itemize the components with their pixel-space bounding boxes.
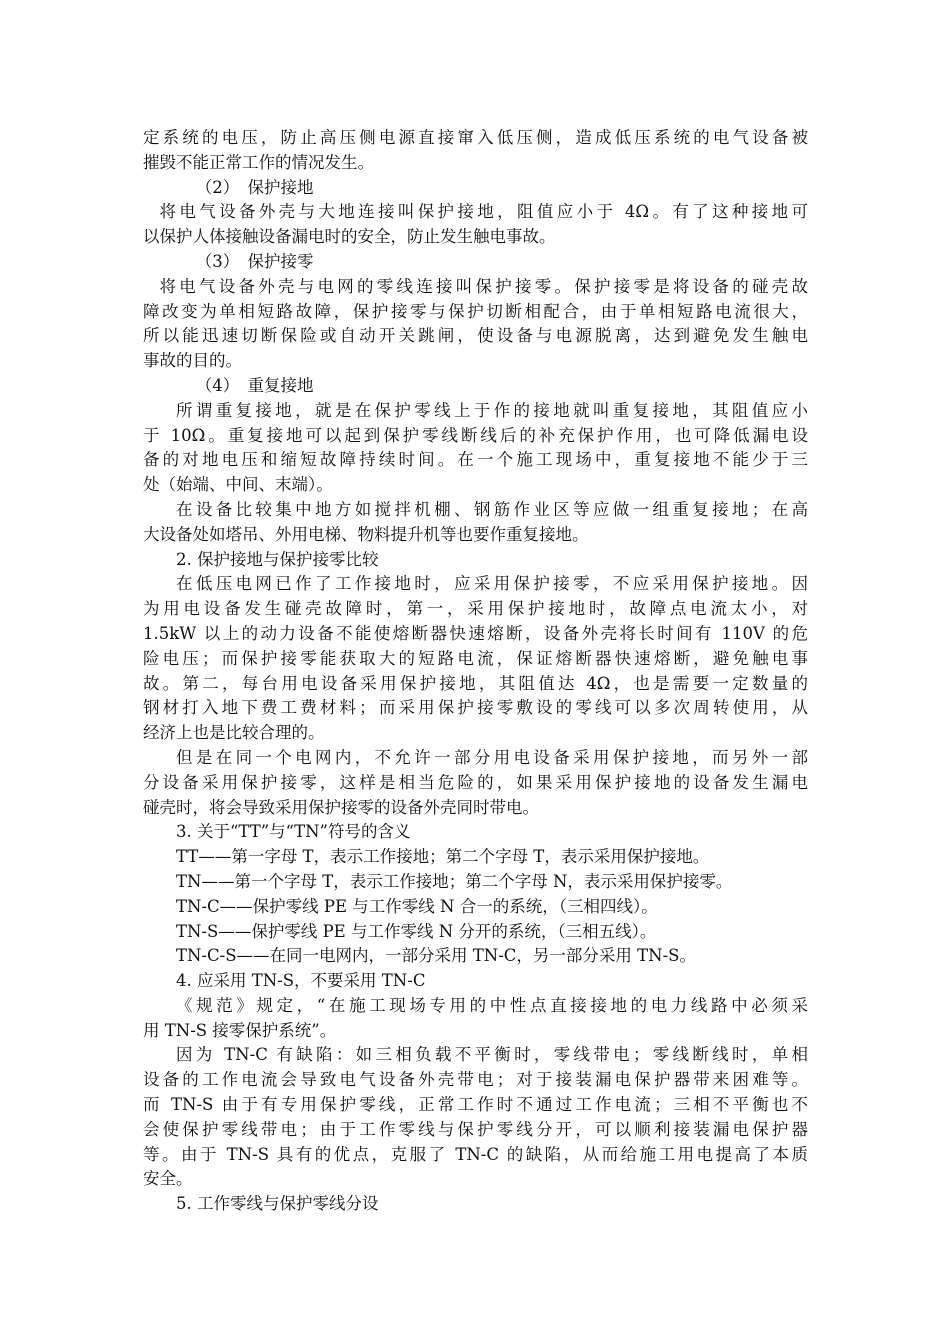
paragraph-line: 会使保护零线带电；由于工作零线与保护零线分开，可以顺利接装漏电保护器 — [143, 1119, 808, 1139]
paragraph-line: 5. 工作零线与保护零线分设 — [176, 1194, 379, 1214]
paragraph-line: 但是在同一个电网内，不允许一部分用电设备采用保护接地，而另外一部 — [176, 747, 808, 767]
paragraph-line: 安全。 — [143, 1169, 193, 1189]
paragraph-line: 险电压；而保护接零能获取大的短路电流，保证熔断器快速熔断，避免触电事 — [143, 648, 808, 668]
paragraph-line: 3. 关于“TT”与“TN”符号的含义 — [176, 822, 411, 842]
paragraph-line: 碰壳时，将会导致采用保护接零的设备外壳同时带电。 — [143, 797, 539, 817]
paragraph-line: （4） 重复接地 — [195, 375, 314, 395]
paragraph-line: 事故的目的。 — [143, 351, 242, 371]
paragraph-line: TN-C——保护零线 PE 与工作零线 N 合一的系统，（三相四线）。 — [176, 896, 658, 916]
paragraph-line: 将电气设备外壳与大地连接叫保护接地，阻值应小于 4Ω。有了这种接地可 — [159, 202, 808, 222]
paragraph-line: 在设备比较集中地方如搅拌机棚、钢筋作业区等应做一组重复接地；在高 — [176, 499, 808, 519]
paragraph-line: 障改变为单相短路故障，保护接零与保护切断相配合，由于单相短路电流很大， — [143, 301, 808, 321]
paragraph-line: 《规范》规定，“在施工现场专用的中性点直接接地的电力线路中必须采 — [176, 995, 808, 1015]
paragraph-line: 为用电设备发生碰壳故障时，第一，采用保护接地时，故障点电流太小，对 — [143, 599, 808, 619]
paragraph-line: 摧毁不能正常工作的情况发生。 — [143, 152, 374, 172]
paragraph-line: TT——第一字母 T，表示工作接地；第二个字母 T，表示采用保护接地。 — [176, 847, 710, 867]
paragraph-line: 于 10Ω。重复接地可以起到保护零线断线后的补充保护作用，也可降低漏电设 — [143, 425, 808, 445]
paragraph-line: 所以能迅速切断保险或自动开关跳闸，使设备与电源脱离，达到避免发生触电 — [143, 326, 808, 346]
paragraph-line: 用 TN-S 接零保护系统”。 — [143, 1020, 337, 1040]
paragraph-line: 以保护人体接触设备漏电时的安全，防止发生触电事故。 — [143, 227, 556, 247]
paragraph-line: TN-C-S——在同一电网内，一部分采用 TN-C，另一部分采用 TN-S。 — [176, 946, 696, 966]
paragraph-line: 2. 保护接地与保护接零比较 — [176, 549, 379, 569]
paragraph-line: （2） 保护接地 — [195, 177, 314, 197]
document-body — [143, 126, 808, 1217]
paragraph-line: 在低压电网已作了工作接地时，应采用保护接零，不应采用保护接地。因 — [176, 574, 808, 594]
paragraph-line: 大设备处如塔吊、外用电梯、物料提升机等也要作重复接地。 — [143, 524, 589, 544]
paragraph-line: TN——第一个字母 T，表示工作接地；第二个字母 N，表示采用保护接零。 — [176, 871, 733, 891]
paragraph-line: 处（始端、中间、末端）。 — [143, 475, 333, 495]
paragraph-line: TN-S——保护零线 PE 与工作零线 N 分开的系统，（三相五线）。 — [176, 921, 657, 941]
paragraph-line: 4. 应采用 TN-S，不要采用 TN-C — [176, 971, 426, 991]
paragraph-line: 分设备采用保护接零，这样是相当危险的，如果采用保护接地的设备发生漏电 — [143, 772, 808, 792]
paragraph-line: 而 TN-S 由于有专用保护零线，正常工作时不通过工作电流；三相不平衡也不 — [143, 1095, 808, 1115]
paragraph-line: 备的对地电压和缩短故障持续时间。在一个施工现场中，重复接地不能少于三 — [143, 450, 808, 470]
paragraph-line: 等。由于 TN-S 具有的优点，克服了 TN-C 的缺陷，从而给施工用电提高了本质 — [143, 1144, 808, 1164]
paragraph-line: 设备的工作电流会导致电气设备外壳带电；对于接装漏电保护器带来困难等。 — [143, 1070, 808, 1090]
paragraph-line: 定系统的电压，防止高压侧电源直接窜入低压侧，造成低压系统的电气设备被 — [143, 128, 808, 147]
paragraph-line: 所谓重复接地，就是在保护零线上于作的接地就叫重复接地，其阻值应小 — [176, 400, 808, 420]
paragraph-line: 钢材打入地下费工费材料；而采用保护接零敷设的零线可以多次周转使用，从 — [143, 698, 808, 718]
paragraph-line: 因为 TN-C 有缺陷：如三相负载不平衡时，零线带电；零线断线时，单相 — [176, 1045, 808, 1065]
paragraph-line: 将电气设备外壳与电网的零线连接叫保护接零。保护接零是将设备的碰壳故 — [159, 276, 808, 296]
paragraph-line: 故。第二，每台用电设备采用保护接地，其阻值达 4Ω，也是需要一定数量的 — [143, 673, 808, 693]
paragraph-line: 经济上也是比较合理的。 — [143, 723, 325, 743]
paragraph-line: （3） 保护接零 — [195, 251, 314, 271]
paragraph-line: 1.5kW 以上的动力设备不能使熔断器快速熔断，设备外壳将长时间有 110V 的危 — [143, 623, 808, 643]
